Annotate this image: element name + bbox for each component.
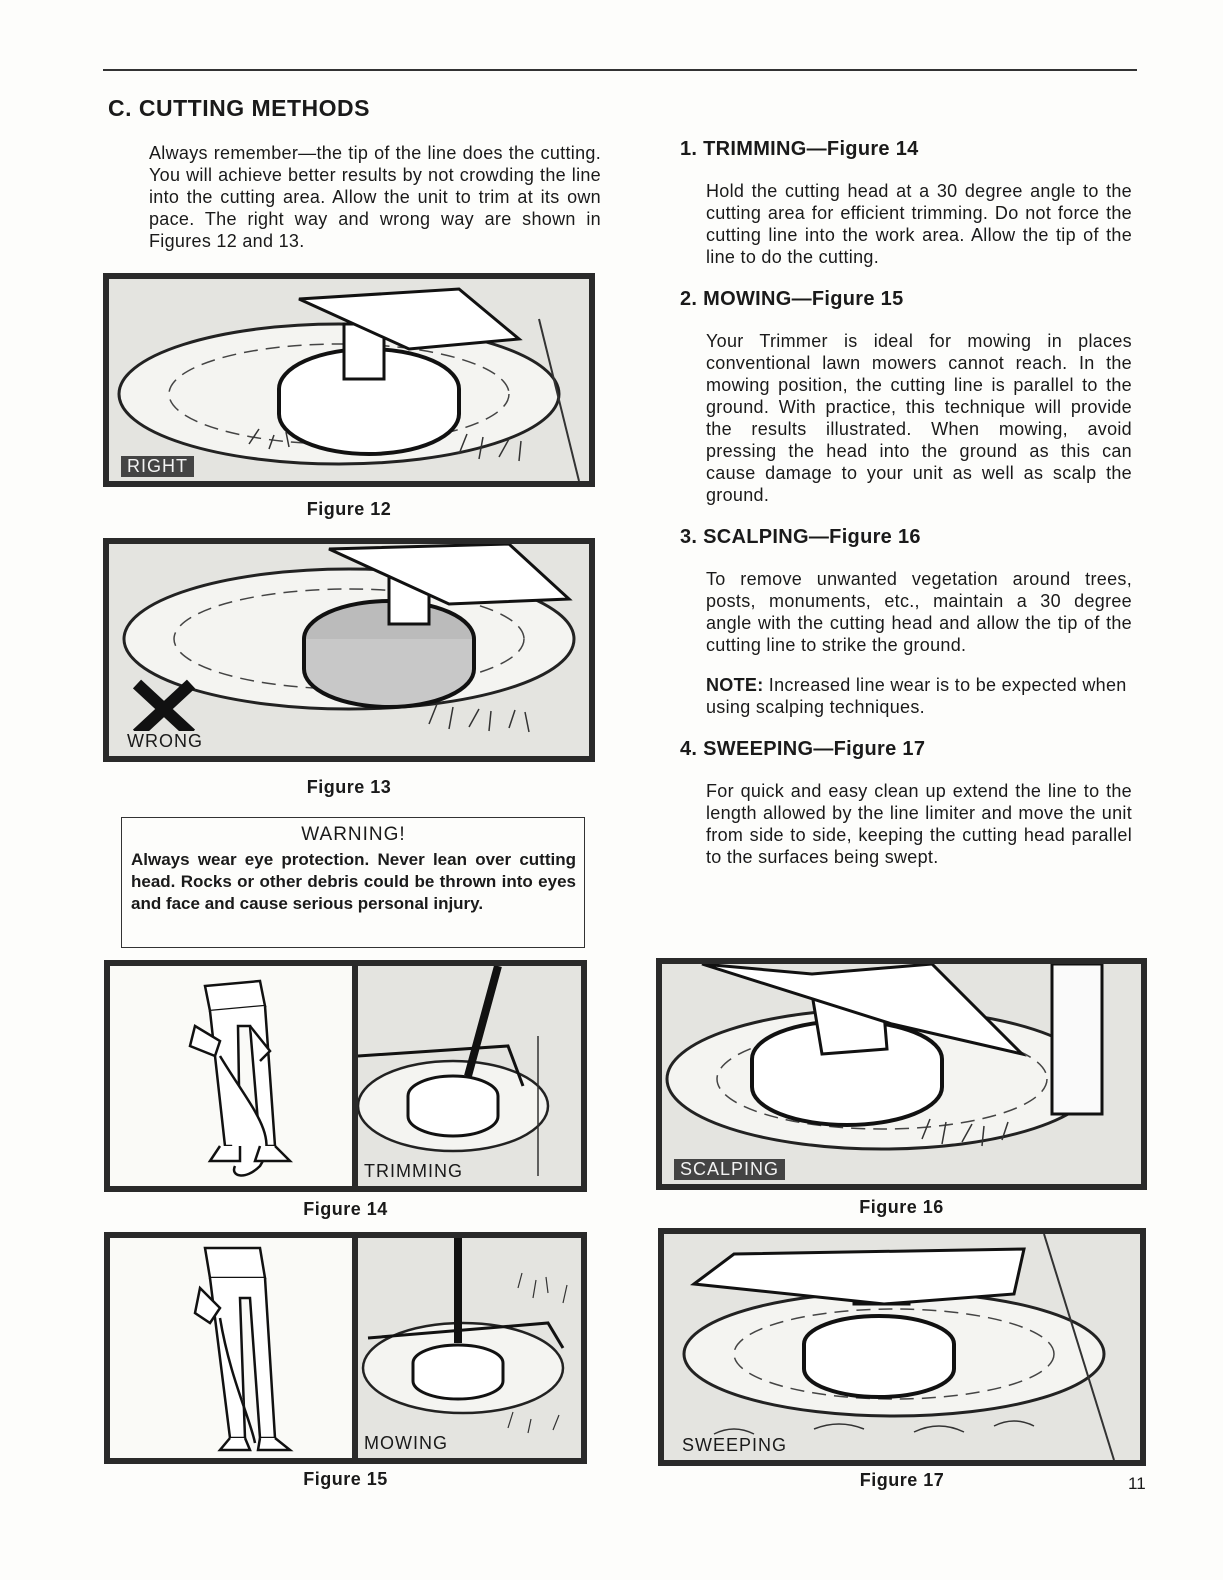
figure-17-illustration: [664, 1234, 1140, 1460]
warning-box: [121, 817, 585, 948]
intro-paragraph: Always remember—the tip of the line does the cutting. You will achieve better results by not crowding the line into the cutting area. Allow the unit to trim at its own pace. The right way and wrong way are shown in Figures 12 and 13.: [149, 143, 601, 251]
warning-body: Always wear eye protection. Never lean over cutting head. Rocks or other debris could be thrown into eyes and face and cause serious personal injury.: [131, 850, 576, 913]
figure-13-label: WRONG: [121, 731, 209, 752]
figure-14-caption: Figure 14: [303, 1199, 388, 1219]
figure-12-caption: Figure 12: [306, 499, 392, 519]
figure-13-illustration: [109, 544, 589, 756]
figure-14-label: TRIMMING: [358, 1161, 469, 1182]
step-trimming-heading: 1. TRIMMING—Figure 14: [680, 138, 919, 160]
figure-16: [656, 958, 1147, 1190]
figure-17-label: SWEEPING: [676, 1435, 793, 1456]
page-number: 11: [1128, 1474, 1146, 1493]
top-rule: [103, 69, 1137, 71]
figure-17: [658, 1228, 1146, 1466]
figure-16-caption: Figure 16: [859, 1197, 944, 1217]
figure-15-label: MOWING: [358, 1433, 454, 1454]
figure-12: [103, 273, 595, 487]
figure-15-caption: Figure 15: [303, 1469, 388, 1489]
figure-16-illustration: [662, 964, 1141, 1184]
figure-15: [104, 1232, 587, 1464]
figure-17-caption: Figure 17: [859, 1470, 945, 1490]
step-scalping-heading: 3. SCALPING—Figure 16: [680, 526, 921, 548]
figure-12-label: RIGHT: [121, 456, 194, 477]
method-steps: [680, 138, 1132, 888]
figure-14-operator-illustration: [110, 966, 352, 1186]
step-mowing-heading: 2. MOWING—Figure 15: [680, 288, 904, 310]
figure-12-illustration: [109, 279, 589, 481]
scalping-note: [706, 674, 1132, 718]
figure-13-caption: Figure 13: [306, 777, 392, 797]
step-mowing-text: Your Trimmer is ideal for mowing in places conventional lawn mowers cannot reach. In the mowing position, the cutting line is parallel to the ground. With practice, this technique will provide the results illustrated. When mowing, avoid pressing the head into the ground as this can cause damage to your unit as well as scalp the ground.: [706, 331, 1132, 505]
step-scalping: [680, 526, 1132, 718]
step-trimming: [680, 138, 1132, 268]
note-label: NOTE:: [706, 675, 764, 695]
step-sweeping-heading: 4. SWEEPING—Figure 17: [680, 738, 926, 760]
step-scalping-text: To remove unwanted vegetation around trees, posts, monuments, etc., maintain a 30 degree angle with the cutting head and allow the tip of the cutting line to strike the ground.: [706, 569, 1132, 655]
figure-15-operator-illustration: [110, 1238, 352, 1458]
step-trimming-text: Hold the cutting head at a 30 degree angle to the cutting area for efficient trimming. Do not force the cutting line into the work area. Allow the tip of the line to do the cutting.: [706, 181, 1132, 267]
section-title: C. CUTTING METHODS: [108, 95, 370, 121]
step-mowing: [680, 288, 1132, 506]
figure-16-label: SCALPING: [674, 1159, 785, 1180]
figure-13: [103, 538, 595, 762]
warning-title: WARNING!: [301, 824, 406, 845]
step-sweeping-text: For quick and easy clean up extend the line to the length allowed by the line limiter and move the unit from side to side, keeping the cutting head parallel to the surfaces being swept.: [706, 781, 1132, 867]
note-text: Increased line wear is to be expected when using scalping techniques.: [706, 675, 1127, 717]
step-sweeping: [680, 738, 1132, 868]
figure-14: [104, 960, 587, 1192]
figure-15-closeup-illustration: [358, 1238, 581, 1458]
figure-14-closeup-illustration: [358, 966, 581, 1186]
